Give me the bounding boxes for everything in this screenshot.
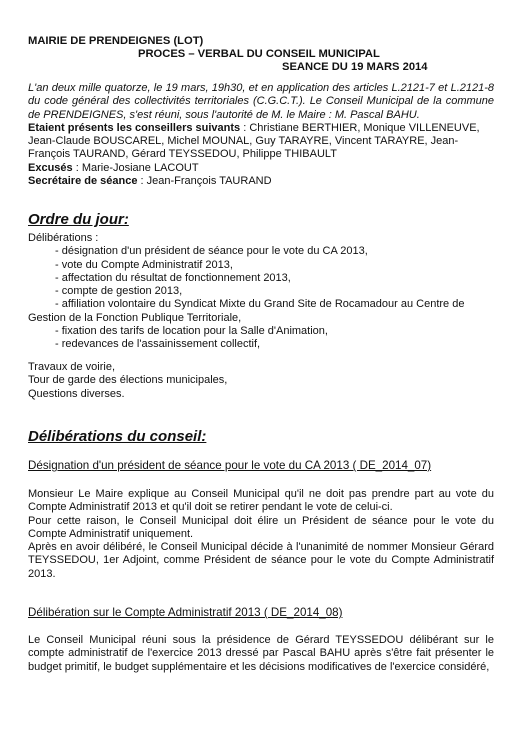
section-paragraph: Après en avoir délibéré, le Conseil Municipal décide à l'unanimité de nommer Monsieur Gérard TEYSSEDOU, 1er Adjoint, comme Président de séance pour le vote du Compte Administratif 2013. [28, 541, 494, 580]
agenda-item: - redevances de l'assainissement collectif, [55, 338, 261, 351]
secretaire-sep: : [137, 175, 147, 188]
presents-line [28, 122, 494, 162]
section-body-president [28, 488, 494, 581]
excuses-label: Excusés [28, 161, 73, 174]
presents-names: Christiane BERTHIER, Monique VILLENEUVE, Jean-Claude BOUSCAREL, Michel MOUNAL, Guy TARAYRE, Vincent TARAYRE, Jean-François TAURAND, Gérard TEYSSEDOU, Philippe THIBAULT [28, 121, 480, 161]
deliberations-label: Délibérations : [28, 232, 99, 244]
section-body-compte-administratif [28, 634, 494, 674]
other-topic: Questions diverses. [28, 387, 125, 400]
agenda-item: - affectation du résultat de fonctionnement 2013, [55, 271, 291, 284]
intro-text: L'an deux mille quatorze, le 19 mars, 19h30, et en application des articles L.2121-7 et L.2121-8 du code général des collectivités territoriales (C.G.C.T.). Le Conseil Municipal de la commune de PRENDEIGNES, s'est réuni, sous l'autorité de M. le Maire : M. Pascal BAHU. [28, 82, 494, 121]
secretaire-name: Jean-François TAURAND [146, 175, 272, 188]
secretaire-line [28, 175, 494, 188]
section-title-president: Désignation d'un président de séance pour le vote du CA 2013 ( DE_2014_07) [28, 459, 432, 472]
agenda-item: - désignation d'un président de séance pour le vote du CA 2013, [55, 245, 368, 258]
seance-date: SEANCE DU 19 MARS 2014 [282, 61, 428, 73]
agenda-item: - affiliation volontaire du Syndicat Mixte du Grand Site de Rocamadour au Centre de [55, 298, 465, 311]
section-paragraph: Le Conseil Municipal réuni sous la présidence de Gérard TEYSSEDOU délibérant sur le compte administratif de l'exercice 2013 dressé par Pascal BAHU après s'être fait présenter le budget primitif, le budget supplémentaire et les décisions modificatives de l'exercice considéré, [28, 634, 494, 673]
other-topic: Travaux de voirie, [28, 361, 116, 373]
agenda-item-continued: Gestion de la Fonction Publique Territoriale, [28, 311, 242, 324]
mairie-header: MAIRIE DE PRENDEIGNES (LOT) [28, 35, 204, 47]
section-paragraph: Pour cette raison, le Conseil Municipal doit élire un Président de séance pour le vote du Compte Administratif uniquement. [28, 514, 494, 540]
document-title: PROCES – VERBAL DU CONSEIL MUNICIPAL [138, 48, 380, 60]
ordre-du-jour-list [28, 232, 498, 352]
other-topic: Tour de garde des élections municipales, [28, 374, 228, 387]
excuses-sep: : [72, 161, 82, 174]
agenda-item: - vote du Compte Administratif 2013, [55, 258, 233, 271]
secretaire-label: Secrétaire de séance [28, 175, 138, 188]
deliberations-heading: Délibérations du conseil: [28, 428, 207, 445]
other-topics-list [28, 361, 498, 401]
section-paragraph: Monsieur Le Maire explique au Conseil Municipal qu'il ne doit pas prendre part au vote du Compte Administratif 2013 et qu'il doit se retirer pendant le vote de celui-ci. [28, 488, 494, 514]
agenda-item: - fixation des tarifs de location pour la Salle d'Animation, [55, 325, 328, 338]
intro-block [28, 82, 494, 188]
section-title-compte-administratif: Délibération sur le Compte Administratif 2013 ( DE_2014_08) [28, 606, 343, 619]
presents-label: Etaient présents les conseillers suivants [28, 121, 241, 134]
excuses-line [28, 162, 494, 175]
agenda-item: - compte de gestion 2013, [55, 285, 183, 298]
presents-sep: : [240, 121, 250, 134]
ordre-du-jour-heading: Ordre du jour: [28, 211, 129, 228]
excuses-names: Marie-Josiane LACOUT [81, 161, 199, 174]
